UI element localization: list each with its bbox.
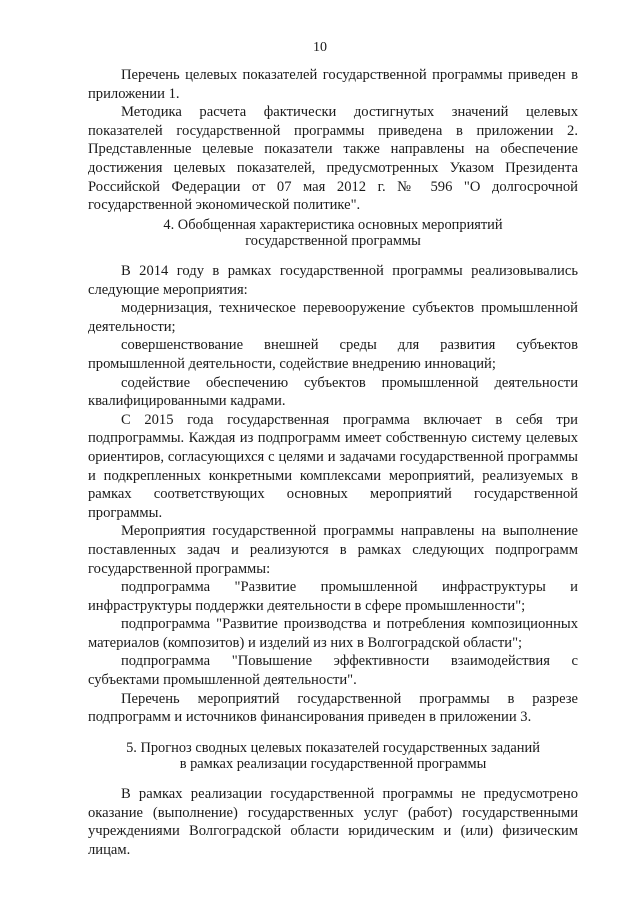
paragraph: В 2014 году в рамках государственной программы реализовывались следующие мероприятия: xyxy=(88,263,578,298)
list-item: совершенствование внешней среды для развития субъектов промышленной деятельности, содействие внедрению инноваций; xyxy=(88,337,578,372)
section-5-body xyxy=(88,785,578,859)
list-item: содействие обеспечению субъектов промышленной деятельности квалифицированными кадрами. xyxy=(88,374,578,410)
paragraph: С 2015 года государственная программа включает в себя три подпрограммы. Каждая из подпрограмм имеет собственную систему целевых ориентиров, согласующихся с целями и задачами государственной программы и подкрепленных конкретными комплексами мероприятий, реализуемых в рамках соответствующих основных мероприятий государственной программы. xyxy=(88,411,578,521)
list-item: подпрограмма "Повышение эффективности взаимодействия с субъектами промышленной деятельности". xyxy=(88,653,578,689)
list-item: подпрограмма "Развитие производства и потребления композиционных материалов (композитов) и изделий из них в Волгоградской области"; xyxy=(88,616,578,651)
section-4-body xyxy=(88,262,578,727)
section-4-heading xyxy=(88,217,578,249)
heading-line: в рамках реализации государственной программы xyxy=(179,756,487,772)
paragraph: В рамках реализации государственной программы не предусмотрено оказание (выполнение) государственных услуг (работ) государственными учреждениями Волгоградской области юридическим и (или) физическим лицам. xyxy=(88,786,578,858)
list-item: модернизация, техническое перевооружение субъектов промышленной деятельности; xyxy=(88,300,578,335)
list-item: подпрограмма "Развитие промышленной инфраструктуры и инфраструктуры поддержки деятельности в сфере промышленности"; xyxy=(88,579,578,614)
page-number: 10 xyxy=(313,40,327,55)
heading-line: 4. Обобщенная характеристика основных мероприятий xyxy=(163,217,503,233)
intro-text xyxy=(88,66,578,215)
heading-line: государственной программы xyxy=(245,233,421,249)
paragraph: Перечень мероприятий государственной программы в разрезе подпрограмм и источников финансирования приведен в приложении 3. xyxy=(88,690,578,726)
section-5-heading xyxy=(88,740,578,772)
paragraph: Мероприятия государственной программы направлены на выполнение поставленных задач и реализуются в рамках следующих подпрограмм государственной программы: xyxy=(88,523,578,577)
heading-line: 5. Прогноз сводных целевых показателей государственных заданий xyxy=(126,740,540,756)
paragraph: Перечень целевых показателей государственной программы приведен в приложении 1. xyxy=(88,67,578,102)
paragraph: Методика расчета фактически достигнутых значений целевых показателей государственной программы приведена в приложении 2. Представленные целевые показатели также направлены на обеспечение достижения целевых показателей, предусмотренных Указом Президента Российской Федерации от 07 мая 2012 г. № 596 "О долгосрочной государственной экономической политике". xyxy=(88,104,578,214)
